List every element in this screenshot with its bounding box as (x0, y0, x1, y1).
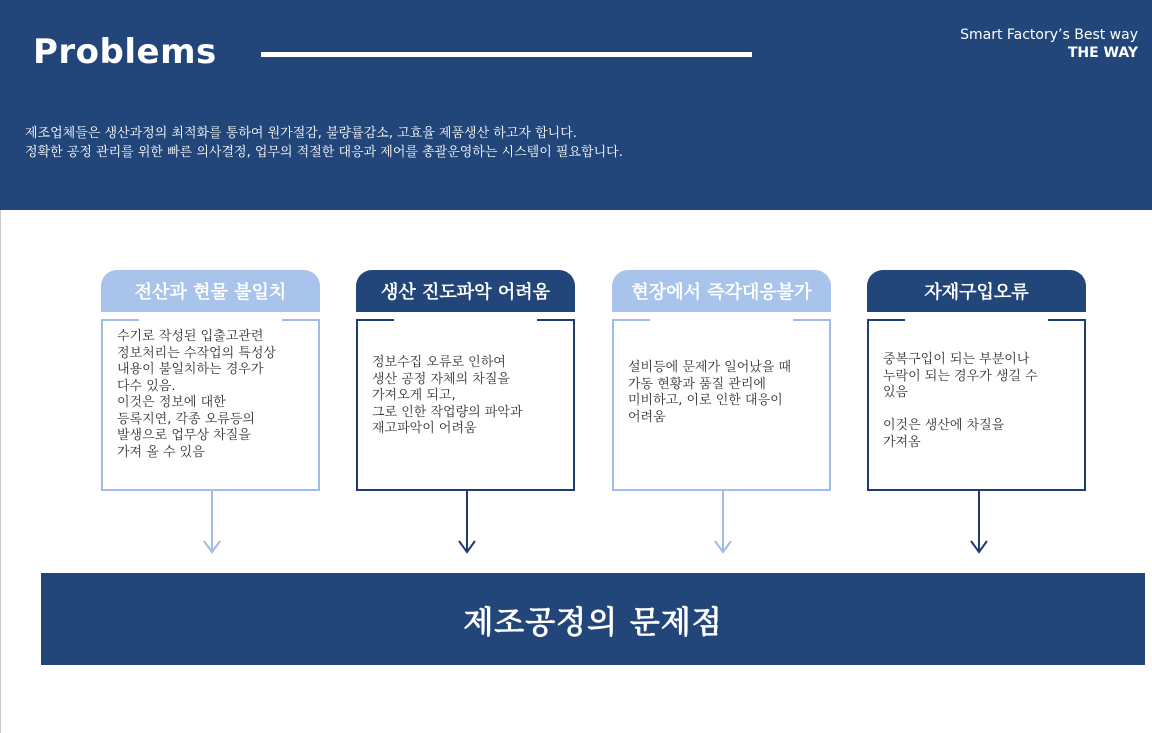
brand-tagline (960, 26, 1138, 62)
problem-tab-onsite-response: 현장에서 즉각대응불가 (612, 270, 831, 312)
problem-description: 수기로 작성된 입출고관련 정보처리는 수작업의 특성상 내용이 불일치하는 경우가 다수 있음. 이것은 정보에 대한 등록지연, 각종 오류등의 발생으로 업무상 차질을 가져 올 수 있음 (117, 329, 276, 460)
arrow-down-icon (457, 491, 477, 555)
problem-box-production-progress (356, 321, 575, 491)
page-title: Problems (33, 32, 217, 72)
problem-box-onsite-response (612, 321, 831, 491)
problem-tab-production-progress: 생산 진도파악 어려움 (356, 270, 575, 312)
problem-tab-inventory-mismatch: 전산과 현물 불일치 (101, 270, 320, 312)
brand-line-2: THE WAY (1067, 45, 1138, 61)
problem-description: 중복구입이 되는 부분이나 누락이 되는 경우가 생길 수 있음 이것은 생산에 차질을 가져옴 (883, 352, 1038, 450)
problem-tab-material-purchase: 자재구입오류 (867, 270, 1086, 312)
page-edge-line (0, 210, 1, 733)
header-band (0, 0, 1152, 210)
intro-text (25, 124, 623, 162)
intro-line-1: 제조업체들은 생산과정의 최적화를 통하여 원가절감, 불량률감소, 고효율 제품생산 하고자 합니다. (25, 126, 577, 141)
summary-banner: 제조공정의 문제점 (41, 573, 1145, 665)
arrow-down-icon (713, 491, 733, 555)
problem-description: 정보수집 오류로 인하여 생산 공정 자체의 차질을 가져오게 되고, 그로 인한 작업량의 파악과 재고파악이 어려움 (372, 355, 523, 436)
intro-line-2: 정확한 공정 관리를 위한 빠른 의사결정, 업무의 적절한 대응과 제어를 총괄운영하는 시스템이 필요합니다. (25, 145, 623, 160)
problem-box-inventory-mismatch (101, 321, 320, 491)
brand-line-1: Smart Factory’s Best way (960, 27, 1138, 43)
arrow-down-icon (969, 491, 989, 555)
problem-box-material-purchase (867, 321, 1086, 491)
problem-description: 설비등에 문제가 일어났을 때 가동 현황과 품질 관리에 미비하고, 이로 인한 대응이 어려움 (628, 360, 792, 425)
title-divider (261, 52, 752, 57)
arrow-down-icon (202, 491, 222, 555)
